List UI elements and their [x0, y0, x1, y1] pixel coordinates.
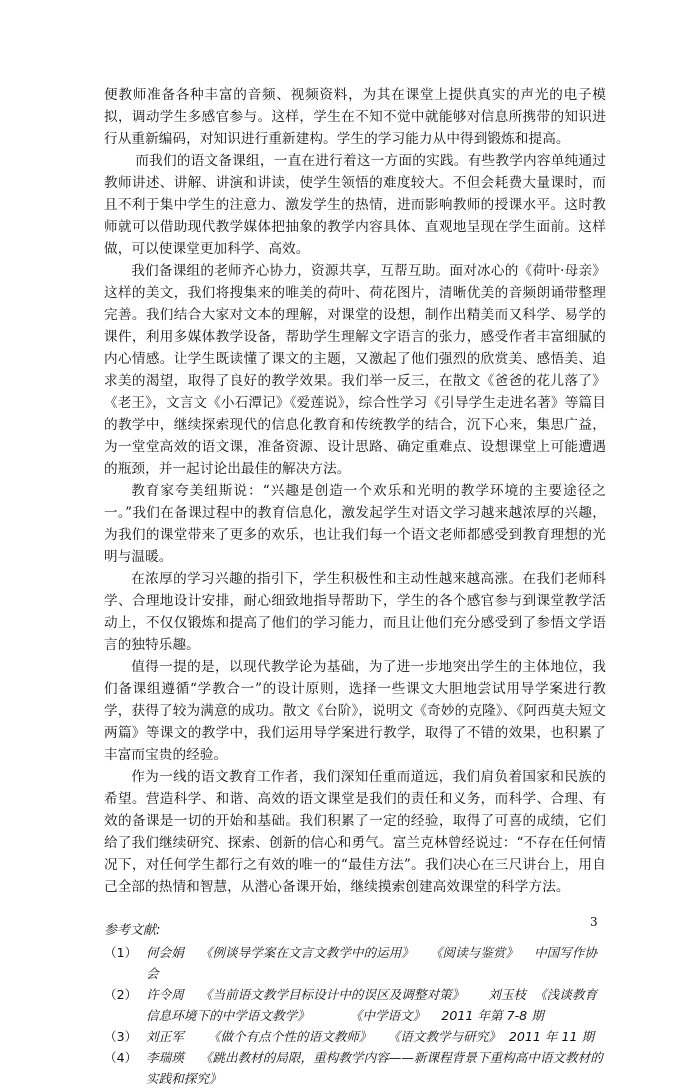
reference-number: （3）	[104, 1029, 138, 1044]
reference-item	[104, 942, 606, 984]
reference-item	[104, 984, 606, 1026]
reference-number: （4）	[104, 1050, 138, 1065]
page-number: 3	[590, 915, 598, 929]
reference-number: （1）	[104, 945, 138, 960]
reference-item	[104, 1047, 606, 1089]
paragraph-body: 作为一线的语文教育工作者，我们深知任重而道远，我们肩负着国家和民族的希望。营造科学、和谐、高效的语文课堂是我们的责任和义务，而科学、合理、有效的备课是一切的开始和基础。我们积累了一定的经验，取得了可喜的成绩，它们给了我们继续研究、探索、创新的信心和勇气。富兰克林曾经说过：“不存在任何情况下，对任何学生都行之有效的唯一的“最佳方法”。我们决心在三尺讲台上，用自己全部的热情和智慧，从潜心备课开始，继续摸索创建高效课堂的科学方法。	[104, 769, 606, 895]
reference-item	[104, 1026, 606, 1047]
paragraph-continued: 便教师准备各种丰富的音频、视频资料，为其在课堂上提供真实的声光的电子模拟，调动学生多感官参与。这样，学生在不知不觉中就能够对信息所携带的知识进行从重新编码，对知识进行重新建构。学生的学习能力从中得到锻炼和提高。	[104, 87, 606, 147]
reference-number: （2）	[104, 987, 138, 1002]
reference-text: 许令周 《当前语文教学目标设计中的误区及调整对策》 刘玉枝 《浅谈教育信息环境下的中学语文教学》 《中学语文》 2011 年第 7-8 期	[146, 987, 598, 1023]
paragraph-body: 教育家夸美纽斯说：“兴趣是创造一个欢乐和光明的教学环境的主要途径之一。”我们在备课过程中的教育信息化，激发起学生对语文学习越来越浓厚的兴趣，为我们的课堂带来了更多的欢乐，也让我们每一个语文老师都感受到教育理想的光明与温暖。	[104, 483, 606, 565]
paragraph-body: 而我们的语文备课组，一直在进行着这一方面的实践。有些教学内容单纯通过教师讲述、讲解、讲演和讲读，使学生领悟的难度较大。不但会耗费大量课时，而且不利于集中学生的注意力、激发学生的热情，进而影响教师的授课水平。这时教师就可以借助现代教学媒体把抽象的教学内容具体、直观地呈现在学生面前。这样做，可以使课堂更加科学、高效。	[104, 153, 606, 257]
paragraph-body: 在浓厚的学习兴趣的指引下，学生积极性和主动性越来越高涨。在我们老师科学、合理地设计安排，耐心细致地指导帮助下，学生的各个感官参与到课堂教学活动上，不仅仅锻炼和提高了他们的学习能力，而且让他们充分感受到了参悟文学语言的独特乐趣。	[104, 571, 606, 653]
paragraph-body: 我们备课组的老师齐心协力，资源共享，互帮互助。面对冰心的《荷叶·母亲》这样的美文，我们将搜集来的唯美的荷叶、荷花图片，清晰优美的音频朗诵带整理完善。我们结合大家对文本的理解，对课堂的设想，制作出精美而又科学、易学的课件，利用多媒体教学设备，帮助学生理解文字语言的张力，感受作者丰富细腻的内心情感。让学生既读懂了课文的主题，又激起了他们强烈的欣赏美、感悟美、追求美的渴望，取得了良好的教学效果。我们举一反三，在散文《爸爸的花儿落了》《老王》，文言文《小石潭记》《爱莲说》，综合性学习《引导学生走进名著》等篇目的教学中，继续探索现代的信息化教育和传统教学的结合，沉下心来，集思广益，为一堂堂高效的语文课，准备资源、设计思路、确定重难点、设想课堂上可能遭遇的瓶颈，并一起讨论出最佳的解决方法。	[104, 263, 606, 477]
reference-text: 何会娟 《例谈导学案在文言文教学中的运用》 《阅读与鉴赏》 中国写作协会	[146, 945, 598, 981]
reference-text: 李瑞瑛 《跳出教材的局限，重构教学内容——新课程背景下重构高中语文教材的实践和探究》	[146, 1050, 603, 1086]
paragraph-body: 值得一提的是，以现代教学论为基础，为了进一步地突出学生的主体地位，我们备课组遵循“学教合一”的设计原则，选择一些课文大胆地尝试用导学案进行教学，获得了较为满意的成功。散文《台阶》，说明文《奇妙的克隆》、《阿西莫夫短文两篇》等课文的教学中，我们运用导学案进行教学，取得了不错的效果，也积累了丰富而宝贵的经验。	[104, 659, 606, 763]
reference-text: 刘正军 《做个有点个性的语文教师》 《语文教学与研究》 2011 年 11 期	[146, 1029, 595, 1044]
document-body	[104, 84, 606, 1089]
references-heading: 参考文献:	[104, 923, 161, 938]
